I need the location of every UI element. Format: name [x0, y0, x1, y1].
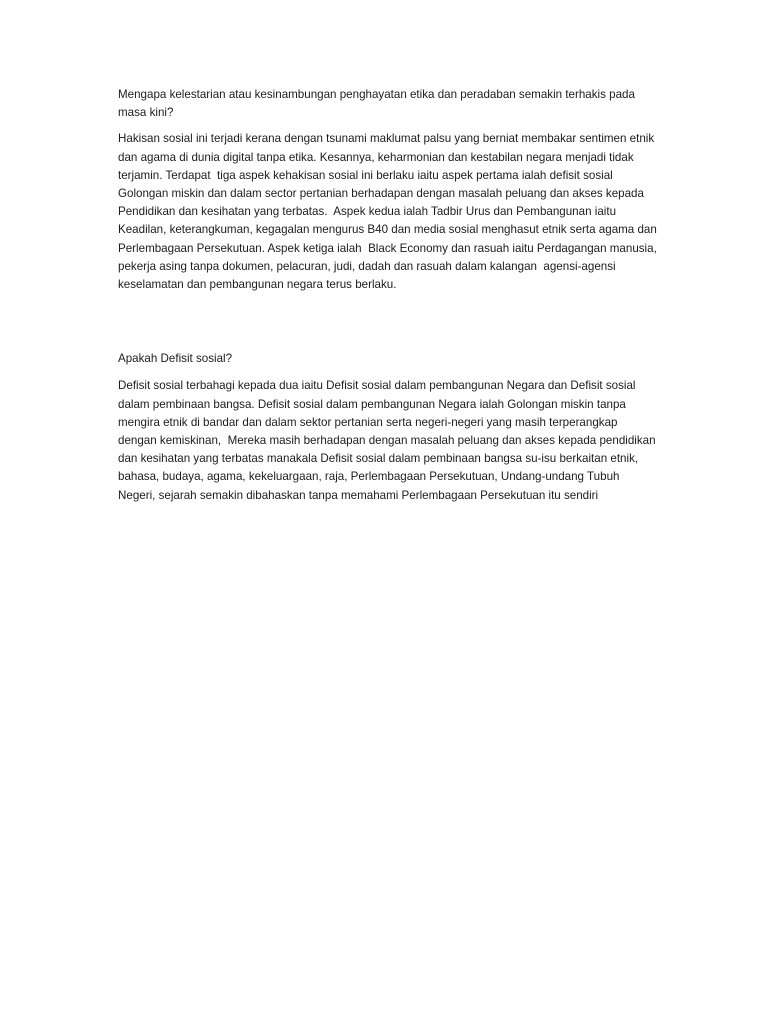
- answer-paragraph-2: Defisit sosial terbahagi kepada dua iaitu Defisit sosial dalam pembangunan Negara dan Defisit sosial dalam pembinaan bangsa. Defisit sosial dalam pembangunan Negara ialah Golongan miskin tanpa mengira etnik di bandar dan dalam sektor pertanian serta negeri-negeri yang masih terperangkap dengan kemiskinan, Mereka masih berhadapan dengan masalah peluang dan akses kepada pendidikan dan kesihatan yang terbatas manakala Defisit sosial dalam pembinaan bangsa su-isu berkaitan etnik, bahasa, budaya, agama, kekeluargaan, raja, Perlembagaan Persekutuan, Undang-undang Tubuh Negeri, sejarah semakin dibahaskan tanpa memahami Perlembagaan Persekutuan itu sendiri: [118, 379, 659, 502]
- question-heading-1: Mengapa kelestarian atau kesinambungan penghayatan etika dan peradaban semakin terhakis pada masa kini?: [118, 88, 639, 120]
- document-body: [118, 86, 661, 505]
- question-heading-2: Apakah Defisit sosial?: [118, 352, 233, 366]
- answer-paragraph-1: Hakisan sosial ini terjadi kerana dengan tsunami maklumat palsu yang berniat membakar sentimen etnik dan agama di dunia digital tanpa etika. Kesannya, keharmonian dan kestabilan negara menjadi tidak terjamin. Terdapat tiga aspek kehakisan sosial ini berlaku iaitu aspek pertama ialah defisit sosial Golongan miskin dan dalam sector pertanian berhadapan dengan masalah peluang dan akses kepada Pendidikan dan kesihatan yang terbatas. Aspek kedua ialah Tadbir Urus dan Pembangunan iaitu Keadilan, keterangkuman, kegagalan mengurus B40 dan media sosial menghasut etnik serta agama dan Perlembagaan Persekutuan. Aspek ketiga ialah Black Economy dan rasuah iaitu Perdagangan manusia, pekerja asing tanpa dokumen, pelacuran, judi, dadah dan rasuah dalam kalangan agensi-agensi keselamatan dan pembangunan negara terus berlaku.: [118, 132, 661, 292]
